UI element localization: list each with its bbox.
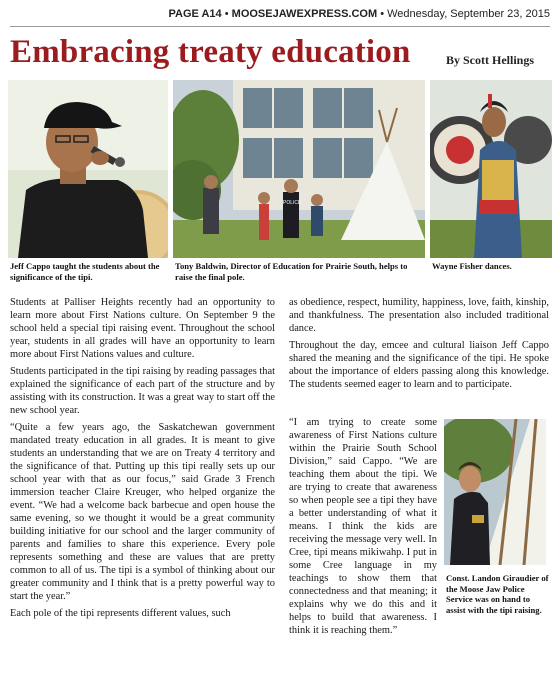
issue-date: Wednesday, September 23, 2015: [387, 8, 550, 20]
headline: Embracing treaty education: [10, 34, 411, 70]
page-header: PAGE A14 • MOOSEJAWEXPRESS.COM • Wednesday, September 23, 2015: [168, 8, 550, 20]
header-divider: [10, 26, 550, 27]
police-officer-tipi-photo: [444, 419, 546, 565]
site-name[interactable]: MOOSEJAWEXPRESS.COM: [231, 8, 378, 20]
paragraph: Students participated in the tipi raising by reading passages that explained the significance of each part of the structure and by assisting with its construction. It was a great way to start off the new school year.: [10, 366, 276, 416]
article-column-2-bottom: [289, 416, 437, 678]
paragraph: as obedience, respect, humility, happiness, love, faith, kinship, and thankfulness. The presentation also included traditional dance.: [289, 297, 549, 334]
photo-caption-fisher: Wayne Fisher dances.: [432, 261, 512, 271]
paragraph: Students at Palliser Heights recently had an opportunity to learn more about First Nations culture. On September 9 the school held a special tipi raising event. Throughout the school year, students in all grades will have an opportunity to learn more about First Nations values and culture.: [10, 297, 275, 360]
byline: By Scott Hellings: [446, 53, 535, 67]
paragraph: “Quite a few years ago, the Saskatchewan government mandated treaty education in all grades. It is meant to give students an understanding that we are on Treaty 4 territory and the significance of that. Putting up this tipi really sets up our school year with that as our focus,” said Grade 3 French immersion teacher Claire Kreuger, who helped organize the event. “We had a welcome back barbecue and open house the same evening, so we thought it would be a great community building initiative for our school and the larger community of parents and families to share this experience. Every pole represents something and these are values that are pretty common to all of us. The tipi is a symbol of thinking about our greater community and I think that is a pretty powerful way to start the year.”: [10, 422, 275, 602]
photo-caption-baldwin: Tony Baldwin, Director of Education for Prairie South, helps to raise the final pole.: [175, 261, 408, 282]
page-number: PAGE A14: [168, 8, 222, 20]
dancer-in-regalia-photo: [430, 80, 552, 258]
article-column-2-top: [289, 296, 549, 412]
man-with-microphone-photo: [8, 80, 168, 258]
photo-caption-giraudier: Const. Landon Giraudier of the Moose Jaw Police Service was on hand to assist with the tipi raising.: [446, 573, 549, 615]
paragraph: Throughout the day, emcee and cultural liaison Jeff Cappo shared the meaning and the significance of the tipi. He spoke about the importance of elders passing along this knowledge. The students seemed eager to learn and to participate.: [289, 340, 549, 390]
police-vest-label: POLICE: [283, 200, 302, 206]
paragraph: Each pole of the tipi represents different values, such: [10, 608, 231, 619]
article-column-1: [10, 296, 275, 680]
photo-caption-cappo: Jeff Cappo taught the students about the significance of the tipi.: [10, 261, 160, 282]
tipi-raising-photo: [173, 80, 425, 258]
paragraph: “I am trying to create some awareness of First Nations culture within the Prairie South School Division,” said Cappo. “We are teaching them about the tipi. We are trying to create that awareness so when people see a tipi they have a better understanding of what it means. I think the kids are receiving the message very well. In Cree, tipi means mikiwahp. I put in some Cree language in my teachings to show them that connectedness and that meaning; it explains why we do this and it helps to build that awareness. I think it is reaching them.”: [289, 417, 437, 636]
